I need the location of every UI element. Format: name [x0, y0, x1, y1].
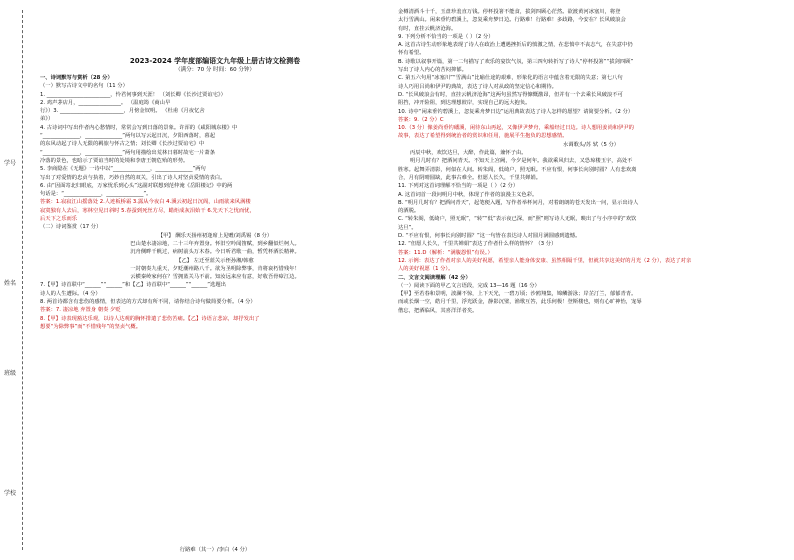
left-line: “______________，______________”两句用描绘出荒林日暮时故宅一片萧条	[40, 149, 215, 156]
right-line: 明月几时有？把酒问青天。不知天上宫阙，今夕是何年。我欲乘风归去，又恐琼楼玉宇，高处不	[410, 158, 633, 165]
exam-subtitle: （满分：70 分 时间：60 分钟）	[175, 67, 255, 73]
left-line: 行》）3. ________________________，月傍金钗明。 （杜甫《月夜忆舍	[40, 108, 205, 115]
right-line: 丙辰中秋，欢饮达旦，大醉，作此篇，兼怀子由。	[410, 150, 527, 157]
right-line: 太行雪满山。闲来垂钓碧溪上，忽复乘舟梦日边。行路难！行路难！多歧路，今安在？长风破浪会	[398, 17, 626, 24]
right-line: B. “明月几时有？把酒问青天”，起笔便入题，写作者举杯问月，对着朗朗的苍天发出一问，显示出诗人	[398, 199, 639, 206]
binding-label-school: 学校	[3, 490, 16, 497]
left-line: 弟》）	[40, 116, 54, 123]
right-line: 故事，表达了希望得到统治者的赏识和任用，施展平生抱负的思想感情。	[398, 133, 568, 140]
right-line: 12. 示例：表达了作者对亲人的美好祝愿，希望亲人能身体安康、虽然相隔千里，但就共享这美好的月光（2 分），表达了对亲	[398, 257, 692, 264]
left-line: 4. 古诗词中写出作者内心愁情时，常常会写到日落的景象。许浑的《咸阳城东楼》中	[40, 124, 238, 131]
right-line: 二、文言文阅读理解（42 分）	[398, 274, 471, 281]
left-line: 1. ________________________，怜君何事到天涯！ （刘长卿《长沙过贾谊宅》）	[40, 91, 226, 98]
binding-label-class: 班级	[3, 370, 16, 377]
right-line: 人的美好祝愿（1 分）。	[398, 266, 454, 273]
right-line: C. 第五六句用“冰塞川”“雪满山”比喻仕途的艰难，形象化的语言中蕴含着无限的失意；第七八句	[398, 75, 623, 82]
binding-label-name: 姓名	[3, 280, 16, 287]
right-line: 11. 下列对这首词理解不恰当的一项是（ ）（2 分）	[398, 183, 519, 190]
right-line: 诗人巧用吕尚和伊尹的典故，表达了诗人对从政的坚定信心和期待。	[398, 83, 557, 90]
right-line: A. 这首词首一段问明月中秋，体现了作者的浪漫主义色彩。	[398, 191, 538, 198]
left-line: 6. 由“因面寄北归眼底，万家忧乐到心头”这副对联想到范仲淹《岳阳楼记》中的两	[40, 182, 233, 189]
left-line: 想要“为除弊事”而“不惜残年”的坚贞气概。	[40, 323, 142, 330]
right-line: 有时，直挂云帆济沧海。	[398, 25, 457, 32]
left-line: 答案：7. 凄凉地 弃置身 朝奏 夕贬	[40, 307, 121, 314]
left-line: 8. 两首诗都含有悲伤的感情，但表达的方式却有所不同，请你结合诗句做简要分析。（4 分）	[40, 299, 256, 306]
right-line: 达旦”。	[398, 224, 417, 231]
left-line: “______________，______________”两句以写云起日沉，夕阳西落时，暮起	[40, 133, 215, 140]
binding-rule	[22, 10, 23, 550]
right-line: 怀有希望。	[398, 50, 425, 57]
right-line: A. 这首古诗生动形象地表现了诗人在政治上遭遇挫折后的愤激之情，在悲愤中不丧志气，在失意中仍	[398, 42, 633, 49]
left-line: 【乙】 左迁至蓝关示侄孙湘/韩愈	[176, 257, 254, 264]
binding-margin	[0, 0, 40, 560]
left-line: （一）默写古诗文中的名句（11 分）	[40, 83, 128, 90]
exam-title: 2023-2024 学年度部编语文九年级上册古诗文检测卷	[129, 57, 301, 65]
left-line: 沉舟侧畔千帆过，病树前头万木春。今日听君歌一曲，暂凭杯酒长精神。	[130, 249, 300, 256]
right-line: 而或长烟一空，皓月千里，浮光跃金，静影沉璧，渔歌互答，此乐何极！登斯楼也，则有心旷神怡，宠辱	[398, 299, 642, 306]
left-line: 5. 李商隐在《无题》一诗中以“______________，______________”两句	[40, 166, 206, 173]
left-line: 后天下之乐而乐	[40, 216, 78, 223]
left-line: 写出了对爱情的忠贞与执着，巧妙自然的双关，引出了诗人对坚贞爱情的表白。	[40, 174, 226, 181]
left-line: 诗人的人生遭际。（4 分）	[40, 290, 101, 297]
left-question-list	[40, 74, 390, 331]
left-line: 句话是：“______________，______________”。	[40, 191, 152, 198]
left-line: 2. 鸡声茅店月，________________。 （温庭筠《商山早	[40, 99, 171, 106]
left-line: 一、诗词默写与赏析（28 分）	[40, 75, 113, 81]
right-line: 写出了诗人内心的苦闷抑郁。	[398, 67, 467, 74]
right-line: 答案：11.D（解析：“满腹怨恨”有误。）	[398, 249, 493, 256]
right-column	[398, 0, 784, 560]
left-line: 巴山楚水凄凉地，二十三年弃置身。怀旧空吟闻笛赋，到乡翻似烂柯人。	[130, 240, 300, 247]
right-line: 水调歌头/苏 轼（5 分）	[562, 141, 620, 148]
left-column	[40, 0, 390, 560]
left-line: 寂寞独有人去后，寒林空见日斜时 5.春蚕到死丝方尽，蜡炬成灰泪始干 6.先天下之忧而忧，	[40, 207, 255, 214]
binding-label-student-id: 学号	[3, 160, 16, 167]
right-line: 答案：9.（2 分）C	[398, 116, 444, 123]
right-line: 10. 诗中“闲来垂钓碧溪上，忽复乘舟梦日边”运用典故表达了诗人怎样的愿望？请简要分析。（2 分）	[398, 108, 634, 115]
right-line: B. 诗歌以叙事开篇，第一二句描写了欢乐的宴饮气氛，第三四句转折写了诗人“停杯投箸”“拔剑四顾”	[398, 58, 634, 65]
left-line: 7.【甲】诗首联中“______”“______”和【乙】诗首联中“______”“______”选题出	[40, 282, 226, 289]
left-line: 云横秦岭家何在？雪拥蓝关马不前。知汝远来应有意，好收吾骨瘴江边。	[130, 274, 300, 281]
left-footer-poem-title: 行路难（其一）/李白（4 分）	[179, 546, 251, 553]
left-line: 一封朝奏九重天，夕贬潮州路八千。欲为圣明除弊事，肯将衰朽惜残年！	[130, 265, 300, 272]
left-line: 【甲】 酬乐天扬州初逢席上见赠/刘禹锡（8 分）	[157, 232, 273, 239]
right-line: 的洒脱。	[398, 208, 420, 215]
right-line: D. “不应有恨，何事长向别时圆？”这一句皆在表达诗人对圆月满圆感到遗憾。	[398, 233, 581, 240]
right-line: 偕忘，把酒临风，其喜洋洋者矣。	[398, 307, 478, 314]
right-line: 阻挡，冲开险阻，到达理想彼岸，实现自己的远大抱负。	[398, 100, 531, 107]
right-line: 9. 下列分析不恰当的一项是（ ）（2 分）	[398, 33, 494, 40]
right-question-list	[398, 8, 784, 315]
right-line: 12. “但愿人长久，千里共婵娟”表达了作者什么样的情怀？（3 分）	[398, 241, 557, 248]
right-line: 胜寒。起舞弄清影，何似在人间。转朱阁，低绮户，照无眠。不应有恨，何事长向别时圆？人有悲欢离	[398, 166, 637, 173]
left-line: 8.【甲】诗表现豁达乐观，以诗人达观的胸怀排遣了悲伤苦痛。【乙】诗语言悲凉，却抒发出了	[40, 315, 260, 322]
right-line: 10.（3 分）像姜尚垂钓磻溪，闲待东山再起，又像伊尹梦舟，乘船经过日边。诗人想用姜尚和伊尹的	[398, 125, 634, 132]
left-line: 答案：1.寂寂江山摇落处 2.人迹板桥霜 3.露从今夜白 4.溪云初起日沉阁，山雨欲来风满楼	[40, 199, 251, 206]
right-line: （一）阅读下面的甲乙文言语段，完成 13—16 题（16 分）	[398, 282, 540, 289]
left-line: 冷落的景色，也暗示了贾谊当时的处境和李唐王朝危殆的形势。	[40, 157, 189, 164]
right-line: 合，月有阴晴圆缺，此事古难全。但愿人长久，千里共婵娟。	[398, 174, 542, 181]
left-line: 的东风动起了诗人无限的羁旅与怀古之情；刘长卿《长沙过贾谊宅》中	[40, 141, 205, 148]
right-line: 金樽清酒斗十千，玉盘珍羞直万钱。停杯投箸不能食，拔剑四顾心茫然。欲渡黄河冰塞川，将登	[398, 9, 621, 15]
right-line: D. “长风破浪会有时，直挂云帆济沧海”这两句虽然写得慷慨激昂，但并有一个去乘长风破浪不可	[398, 91, 623, 98]
right-line: C. “转朱阁，低绮户，照无眠”，“转”“低”表示夜已深，而“照”则写诗人无眠，映出了与小序中的“欢饮	[398, 216, 637, 223]
right-line: 【甲】至若春和景明，波澜不惊，上下天光，一碧万顷；沙鸥翔集，锦鳞游泳；岸芷汀兰，郁郁青青。	[398, 291, 637, 298]
left-line: （二）诗词鉴赏（17 分）	[40, 224, 102, 231]
